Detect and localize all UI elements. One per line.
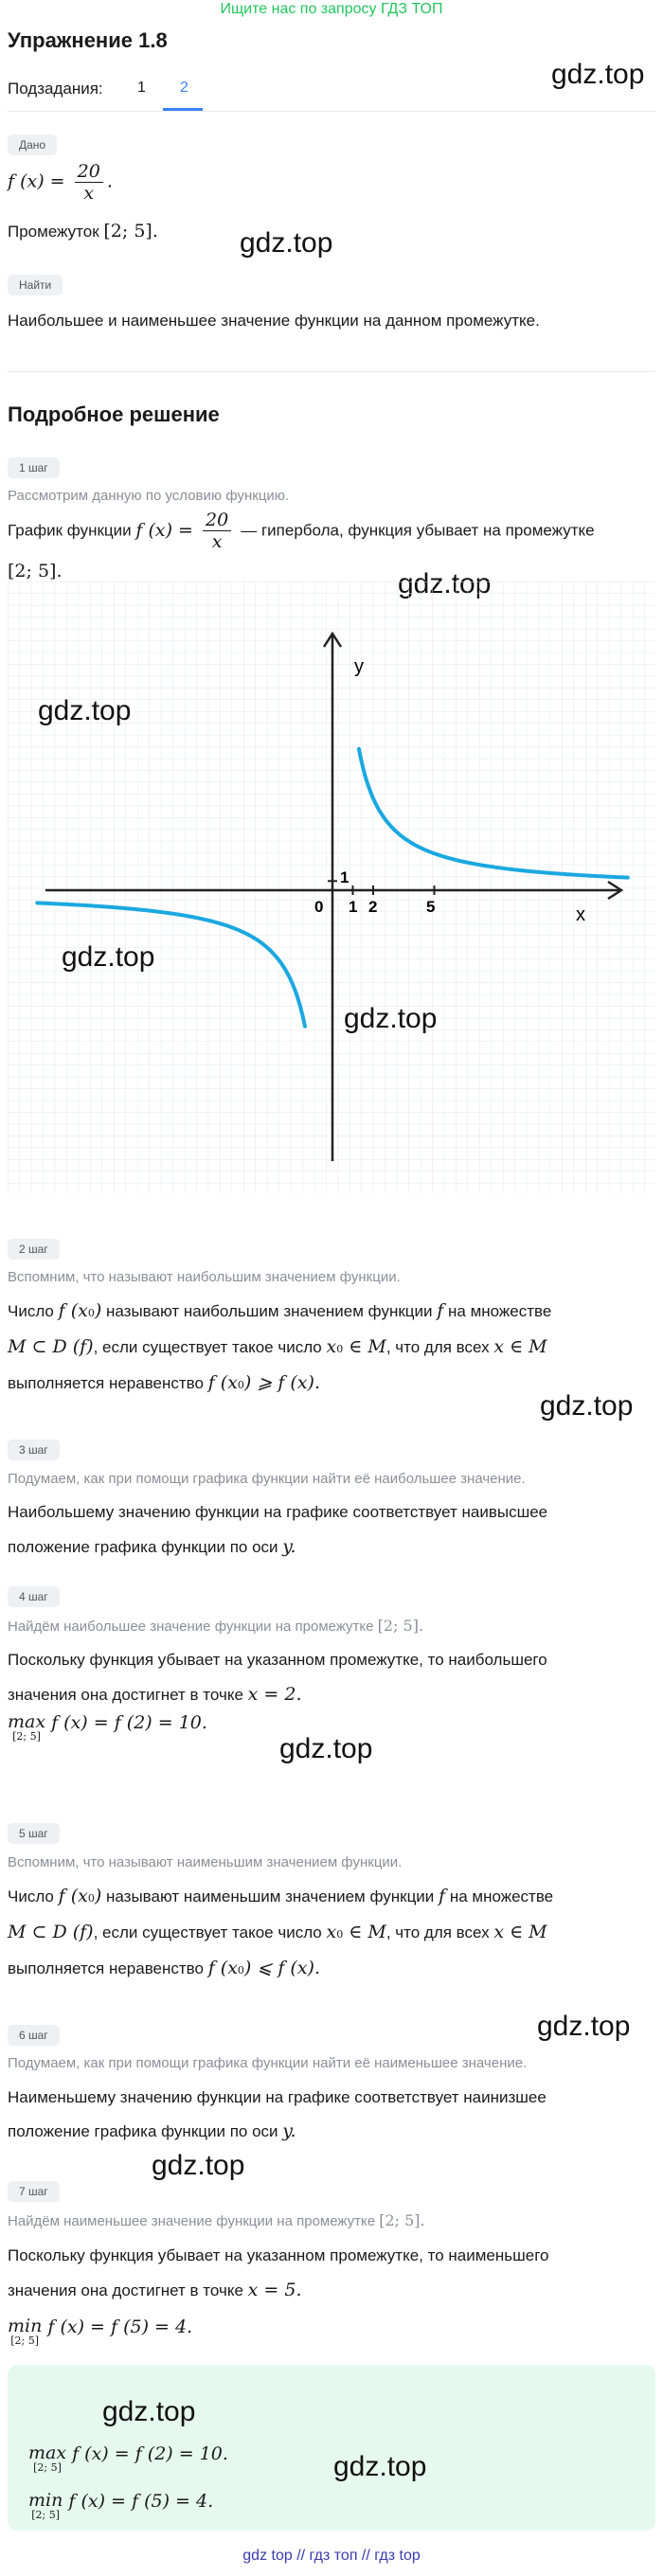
step-6-hint: Подумаем, как при помощи графика функции найти её наименьшее значение. [8,2055,528,2071]
step-2-formula-f-b: ) ⩾ f (x). [243,1372,320,1393]
step-6-line-2-text: положение графика функции по оси [8,2122,278,2140]
answer-min-result: f (x) = f (5) = 4. [68,2491,214,2512]
step-2-hint: Вспомним, что называют наибольшим значением функции. [8,1269,401,1285]
watermark: gdz.top [551,59,645,90]
step-5-hint: Вспомним, что называют наименьшим значением функции. [8,1854,403,1870]
step-2-formula-d-text: ∈ M [349,1336,386,1357]
graph-svg [8,581,655,1193]
step-3-line-2 [8,1535,296,1559]
step-7-line-2 [8,2279,302,2302]
step-4-line-2 [8,1683,302,1707]
step-4-op: max [8,1711,46,1732]
step-4-hint-interval: [2; 5]. [377,1617,424,1635]
page-title: Упражнение 1.8 [8,28,168,52]
step-1-text-b: — гипербола, функция убывает на промежутке [241,521,595,540]
step-2-badge: 2 шаг [8,1239,60,1260]
step-5-formula-d-text: ∈ M [349,1922,386,1942]
step-5-line-3 [8,1957,320,1982]
step-2-text-a: Число [8,1302,54,1320]
solution-title: Подробное решение [8,402,220,426]
step-2-formula-d: x0 ∈ M [326,1336,386,1357]
given-fraction [75,161,103,204]
step-3-badge: 3 шаг [8,1440,60,1460]
watermark: gdz.top [38,695,132,726]
step-5-formula-f-b: ) ⩽ f (x). [243,1958,320,1978]
step-1-function-lhs: f (x) = [135,519,193,541]
watermark: gdz.top [344,1003,438,1034]
footer-links[interactable]: gdz top // гдз топ // гдз top [242,2548,421,2564]
step-1-badge: 1 шаг [8,457,60,478]
step-5-formula-c: M ⊂ D (f) [8,1922,94,1942]
step-7-hint [8,2211,425,2229]
step-2-formula-f: f (x0) ⩾ f (x). [207,1372,320,1393]
step-4-result-text: f (x) = f (2) = 10. [51,1712,207,1733]
step-2-text-f: выполняется неравенство [8,1374,204,1392]
x-tick-label-1: 1 [349,898,358,916]
watermark: gdz.top [279,1733,373,1764]
watermark: gdz.top [240,227,333,259]
divider [8,111,655,112]
watermark: gdz.top [540,1390,634,1422]
step-2-line-2 [8,1335,547,1361]
given-function-lhs: f (x) = [8,170,65,192]
divider [8,371,655,372]
x-tick-label-5: 5 [426,898,436,916]
step-1-interval: [2; 5]. [8,561,63,581]
step-5-formula-a-text: f (x [58,1886,88,1906]
top-banner-link[interactable]: Ищите нас по запросу ГДЗ ТОП [220,1,443,17]
watermark: gdz.top [333,2451,427,2482]
step-2-formula-b: f [437,1300,444,1321]
step-7-badge: 7 шаг [8,2181,60,2202]
step-7-point: x = 5. [247,2280,302,2300]
step-7-op: min [8,2316,43,2336]
answer-min [28,2491,213,2521]
step-2-line-1 [8,1299,551,1325]
step-1-numerator: 20 [203,510,231,531]
step-3-hint: Подумаем, как при помощи графика функции найти её наибольшее значение. [8,1471,526,1487]
step-5-text-c: на множестве [449,1887,554,1905]
step-6-line-2 [8,2120,296,2143]
step-5-text-b: называют наименьшим значением функции [106,1887,435,1905]
step-6-badge: 6 шаг [8,2025,60,2046]
answer-max-op: max [28,2442,67,2463]
step-1-text-a: График функции [8,521,132,540]
step-1-text [8,510,595,552]
given-badge: Дано [8,134,57,155]
step-5-text-d: , если существует такое число [93,1923,322,1941]
step-1-function [135,510,241,552]
step-2-line-3 [8,1371,320,1397]
answer-min-op: min [28,2490,63,2511]
watermark: gdz.top [152,2150,245,2181]
step-3-line-2-text: положение графика функции по оси [8,1538,278,1556]
step-2-formula-f-a: f (x [207,1372,238,1393]
given-interval-value: [2; 5]. [103,221,158,242]
watermark: gdz.top [62,941,155,973]
step-7-line-1: Поскольку функция убывает на указанном промежутке, то наименьшего [8,2246,549,2264]
step-2-formula-e: x ∈ M [493,1336,547,1357]
origin-label: 0 [314,898,324,916]
x-axis-label: x [576,904,585,925]
watermark: gdz.top [102,2396,196,2427]
step-3-axis: y. [282,1536,296,1557]
given-interval [8,220,158,243]
step-1-hint: Рассмотрим данную по условию функцию. [8,488,290,504]
step-2-text-e: , что для всех [385,1338,490,1356]
function-graph [8,581,655,1193]
step-3-line-1: Наибольшему значению функции на графике соответствует наивысшее [8,1503,548,1521]
step-7-result-text: f (x) = f (5) = 4. [47,2317,193,2337]
subtasks-label: Подзадания: [8,80,103,98]
step-5-text-e: , что для всех [385,1923,490,1941]
y-tick-label-1: 1 [340,868,349,886]
given-denominator: x [83,183,95,204]
step-7-result [8,2317,192,2347]
step-2-text-b: называют наибольшим значением функции [106,1302,433,1320]
step-5-text-f: выполняется неравенство [8,1959,204,1977]
step-5-formula-d: x0 ∈ M [326,1922,386,1942]
answer-min-range: [2; 5] [31,2509,61,2521]
find-badge: Найти [8,275,63,295]
step-5-formula-f: f (x0) ⩽ f (x). [207,1958,320,1978]
answer-max-range: [2; 5] [33,2461,62,2474]
step-7-hint-interval: [2; 5]. [379,2211,425,2229]
step-5-formula-a: f (x0) [58,1886,102,1906]
step-2-formula-c: M ⊂ D (f) [8,1336,94,1357]
step-5-formula-b: f [439,1886,446,1906]
answer-max [28,2443,228,2474]
step-5-formula-e: x ∈ M [493,1922,547,1942]
watermark: gdz.top [537,2011,631,2042]
step-4-line-2-text: значения она достигнет в точке [8,1686,243,1704]
step-2-formula-a-text: f (x [58,1300,88,1321]
step-7-hint-text: Найдём наименьшее значение функции на промежутке [8,2213,376,2229]
step-4-result [8,1712,207,1743]
step-5-line-1 [8,1885,553,1910]
step-4-hint-text: Найдём наибольшее значение функции на промежутке [8,1619,374,1635]
x-tick-label-2: 2 [368,898,378,916]
step-7-range: [2; 5] [10,2334,40,2347]
step-5-badge: 5 шаг [8,1823,60,1844]
step-7-line-2-text: значения она достигнет в точке [8,2281,243,2299]
step-6-line-1: Наименьшему значению функции на графике соответствует наинизшее [8,2088,547,2106]
given-function: f (x) = $\frac{20}{x}$ . [8,161,113,204]
step-5-formula-f-a: f (x [207,1958,238,1978]
subtask-tab-2[interactable]: 2 [180,80,188,96]
step-4-point: x = 2. [247,1684,302,1705]
step-4-hint [8,1617,423,1635]
step-2-text-c: на множестве [448,1302,552,1320]
step-4-line-1: Поскольку функция убывает на указанном промежутке, то наибольшего [8,1651,547,1669]
step-2-text-d: , если существует такое число [93,1338,322,1356]
answer-max-result: f (x) = f (2) = 10. [72,2443,228,2464]
step-1-denominator: x [211,531,223,552]
step-2-formula-a: f (x0) [58,1300,102,1321]
y-axis-label: y [354,656,364,677]
given-interval-label: Промежуток [8,223,99,241]
find-text: Наибольшее и наименьшее значение функции на данном промежутке. [8,312,540,330]
subtask-tab-1[interactable]: 1 [137,80,146,96]
step-4-badge: 4 шаг [8,1586,60,1607]
step-5-text-a: Число [8,1887,54,1905]
step-5-line-2 [8,1921,547,1946]
given-numerator: 20 [75,161,103,183]
step-6-axis: y. [282,2120,296,2141]
step-4-range: [2; 5] [12,1730,41,1743]
